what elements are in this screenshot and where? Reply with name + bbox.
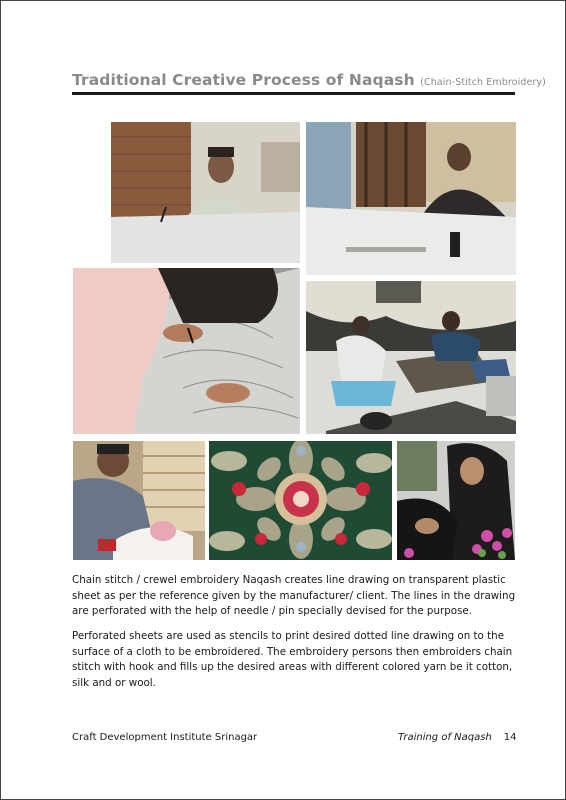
photo-man-embroidering (73, 441, 205, 560)
photo-woman-embroidering (397, 441, 515, 560)
photo-embroidered-floral-design (209, 441, 392, 560)
body-paragraph-1: Chain stitch / crewel embroidery Naqash creates line drawing on transparent plastic sheet as per the reference given by the manufacturer/ client. The lines in the drawing are perforated with the help of needle / pin specially devised for the purpose. (72, 574, 516, 617)
photo-man-drawing-at-table (111, 122, 300, 263)
footer-institute: Craft Development Institute Srinagar (72, 732, 258, 743)
footer-section (398, 732, 517, 743)
title-subtitle: (Chain-Stitch Embroidery) (420, 77, 546, 88)
photo-man-perforating-sheet (306, 122, 516, 275)
footer-section-title: Training of Naqash (398, 732, 492, 743)
photo-men-printing-stencil-on-floor (306, 281, 516, 434)
title-underline (72, 92, 515, 95)
title-main: Traditional Creative Process of Naqash (72, 71, 415, 89)
photo-hands-perforating-closeup (73, 268, 300, 434)
page-title (72, 71, 546, 89)
body-paragraph-2: Perforated sheets are used as stencils to print desired dotted line drawing on to the surface of a cloth to be embroidered. The embroidery persons then embroiders chain stitch with hook and fills up the desired areas with different colored yarn be it cotton, silk and or wool. (72, 630, 513, 689)
page-number: 14 (503, 732, 517, 743)
